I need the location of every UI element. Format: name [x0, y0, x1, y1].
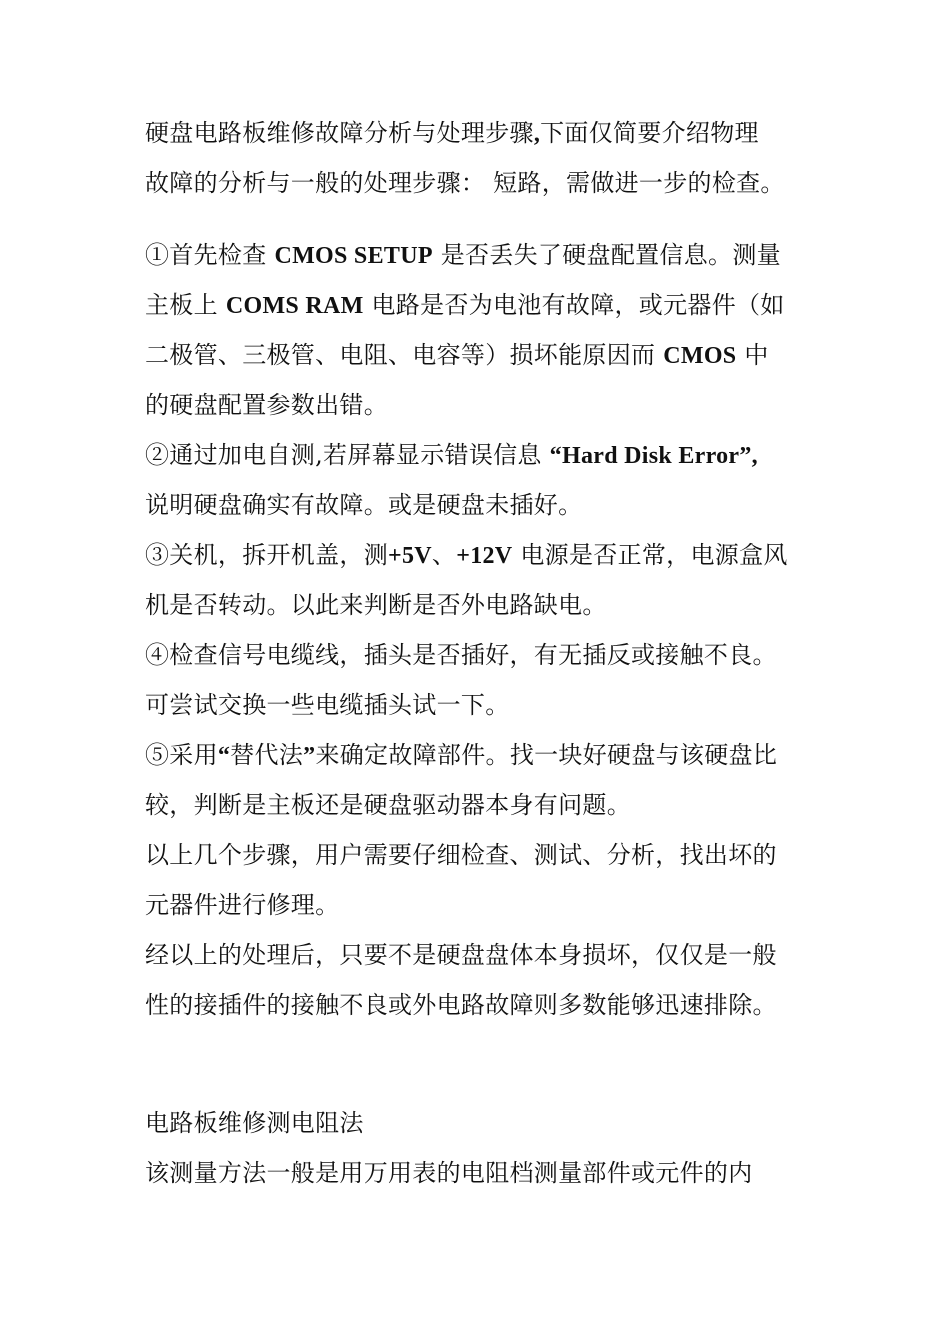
- step-5-line-1: ⑤采用“替代法”来确定故障部件。找一块好硬盘与该硬盘比: [145, 741, 778, 769]
- section-2-line-1: 该测量方法一般是用万用表的电阻档测量部件或元件的内: [145, 1159, 753, 1187]
- step-1-paragraph: [145, 230, 815, 1030]
- step-4-line-1: ④检查信号电缆线，插头是否插好，有无插反或接触不良。: [145, 641, 777, 669]
- step-4-line-2: 可尝试交换一些电缆插头试一下。: [145, 691, 510, 719]
- section-2: [145, 1098, 815, 1198]
- step-3-line-1: ③关机，拆开机盖，测+5V、+12V 电源是否正常，电源盒风: [145, 541, 788, 569]
- summary-2-line-2: 性的接插件的接触不良或外电路故障则多数能够迅速排除。: [145, 991, 777, 1019]
- step-1-line-4: 的硬盘配置参数出错。: [145, 391, 388, 419]
- step-1-line-2: 主板上 COMS RAM 电路是否为电池有故障，或元器件（如: [145, 291, 785, 319]
- step-2-line-1: ②通过加电自测,若屏幕显示错误信息 “Hard Disk Error”,: [145, 441, 758, 469]
- summary-1-line-1: 以上几个步骤，用户需要仔细检查、测试、分析，找出坏的: [145, 841, 777, 869]
- step-1-line-3: 二极管、三极管、电阻、电容等）损坏能原因而 CMOS 中: [145, 341, 769, 369]
- step-2-line-2: 说明硬盘确实有故障。或是硬盘未插好。: [145, 491, 583, 519]
- step-3-line-2: 机是否转动。以此来判断是否外电路缺电。: [145, 591, 607, 619]
- step-5-line-2: 较，判断是主板还是硬盘驱动器本身有问题。: [145, 791, 631, 819]
- summary-2-line-1: 经以上的处理后，只要不是硬盘盘体本身损坏，仅仅是一般: [145, 941, 777, 969]
- summary-1-line-2: 元器件进行修理。: [145, 891, 340, 919]
- intro-paragraph: [145, 108, 815, 208]
- intro-line-1: 硬盘电路板维修故障分析与处理步骤,下面仅简要介绍物理: [145, 119, 759, 147]
- step-1-line-1: ①首先检查 CMOS SETUP 是否丢失了硬盘配置信息。测量: [145, 241, 781, 269]
- section-2-title: 电路板维修测电阻法: [145, 1109, 364, 1137]
- intro-line-2: 故障的分析与一般的处理步骤： 短路，需做进一步的检查。: [145, 169, 785, 197]
